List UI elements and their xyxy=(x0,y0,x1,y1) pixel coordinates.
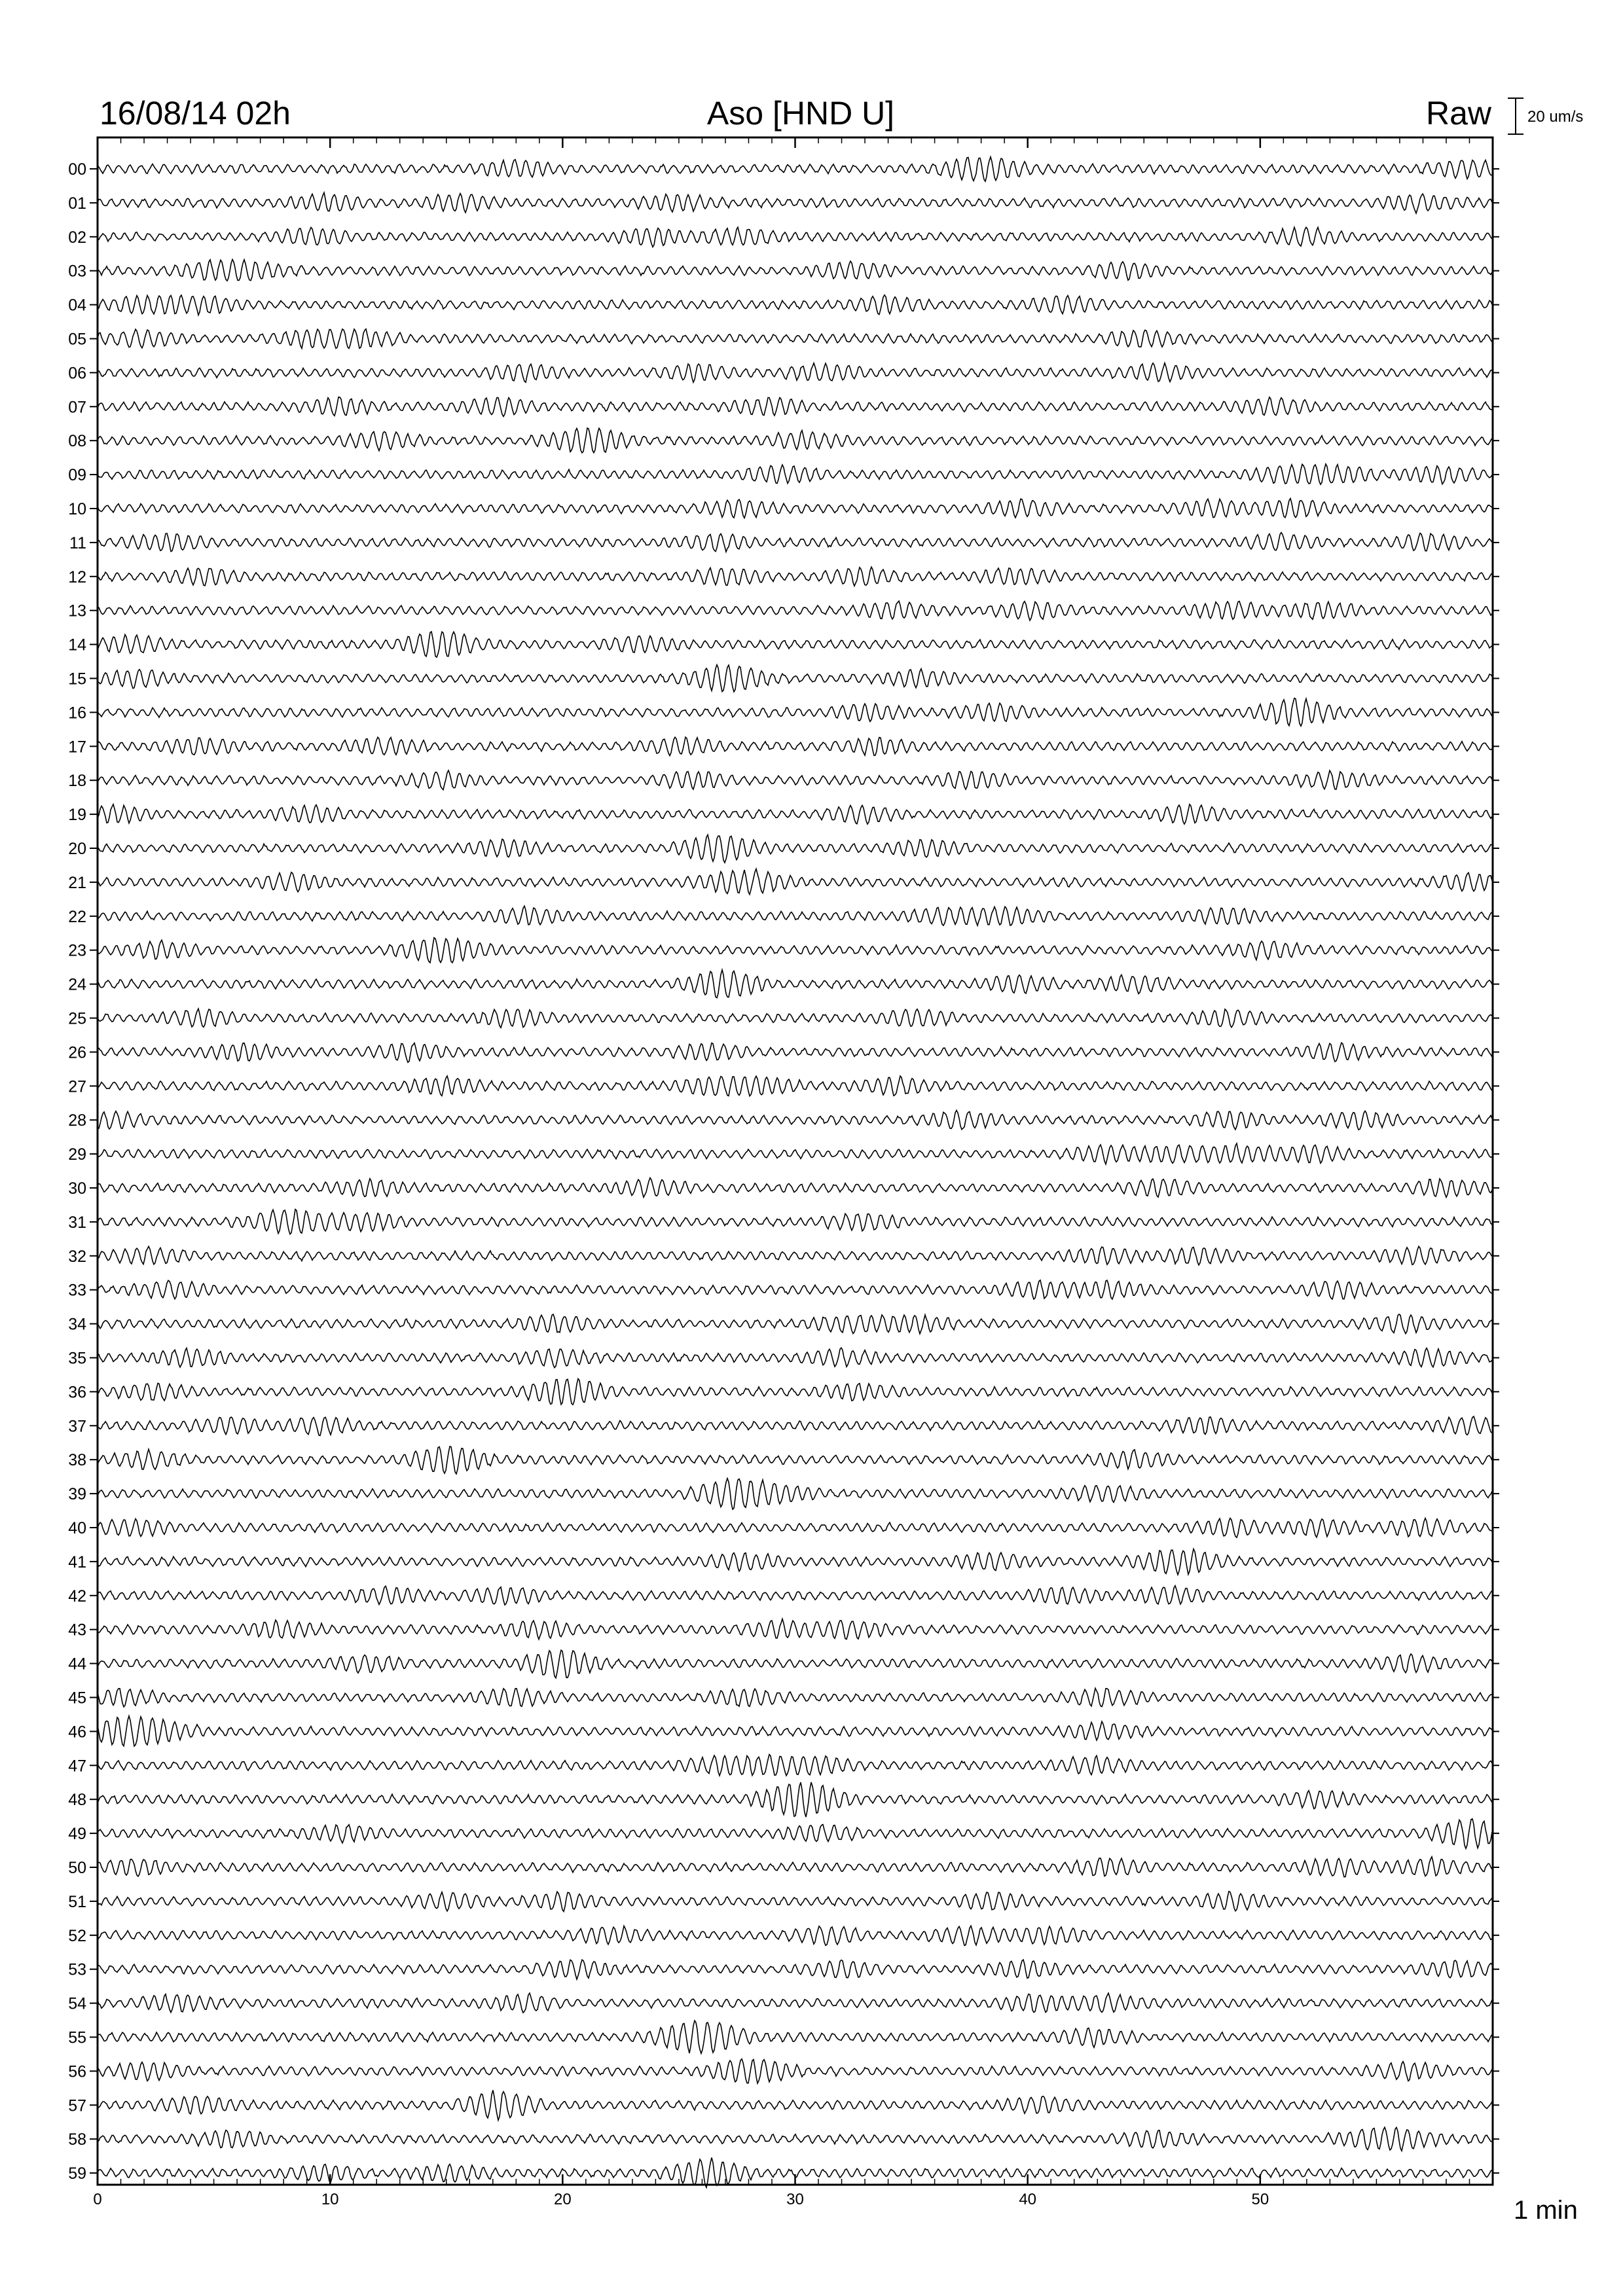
row-label: 41 xyxy=(68,1552,86,1571)
trace-line xyxy=(98,869,1492,895)
row-label: 27 xyxy=(68,1077,86,1096)
row-label: 36 xyxy=(68,1383,86,1402)
row-label: 23 xyxy=(68,941,86,960)
trace-line xyxy=(98,1111,1492,1130)
row-label: 04 xyxy=(68,296,86,315)
row-label: 03 xyxy=(68,262,86,281)
trace-line xyxy=(98,2127,1492,2151)
trace-line xyxy=(98,834,1492,863)
row-label: 08 xyxy=(68,432,86,451)
trace-line xyxy=(98,1416,1492,1435)
row-label: 54 xyxy=(68,1994,86,2013)
row-label: 29 xyxy=(68,1145,86,1164)
trace-line xyxy=(98,1379,1492,1405)
row-label: 10 xyxy=(68,500,86,518)
row-label: 01 xyxy=(68,194,86,213)
row-label: 40 xyxy=(68,1519,86,1537)
x-tick-label: 0 xyxy=(93,2191,102,2208)
row-label: 53 xyxy=(68,1960,86,1979)
row-label: 28 xyxy=(68,1111,86,1130)
trace-line xyxy=(98,192,1492,213)
row-label: 26 xyxy=(68,1043,86,1062)
row-label: 24 xyxy=(68,975,86,994)
trace-line xyxy=(98,804,1492,824)
row-label: 47 xyxy=(68,1757,86,1776)
x-tick-label: 50 xyxy=(1251,2191,1269,2208)
trace-line xyxy=(98,567,1492,586)
x-tick-label: 10 xyxy=(321,2191,339,2208)
trace-line xyxy=(98,499,1492,518)
row-label: 22 xyxy=(68,907,86,926)
row-label: 48 xyxy=(68,1791,86,1810)
trace-line xyxy=(98,1993,1492,2013)
row-label: 12 xyxy=(68,567,86,586)
row-label: 34 xyxy=(68,1315,86,1334)
trace-line xyxy=(98,1650,1492,1677)
row-label: 45 xyxy=(68,1689,86,1708)
row-label: 13 xyxy=(68,601,86,620)
row-label: 02 xyxy=(68,228,86,247)
row-label: 52 xyxy=(68,1926,86,1945)
row-label: 11 xyxy=(69,533,86,552)
row-label: 31 xyxy=(68,1213,86,1232)
row-label: 55 xyxy=(68,2028,86,2047)
x-tick-label: 30 xyxy=(786,2191,804,2208)
trace-line xyxy=(98,2059,1492,2083)
trace-line xyxy=(98,1518,1492,1538)
row-label: 32 xyxy=(68,1247,86,1266)
x-axis-label: 1 min xyxy=(1514,2196,1578,2225)
chart-title-datetime: 16/08/14 02h xyxy=(100,95,291,132)
row-label: 06 xyxy=(68,364,86,383)
trace-line xyxy=(98,464,1492,484)
trace-line xyxy=(98,1280,1492,1299)
row-label: 05 xyxy=(68,330,86,349)
trace-line xyxy=(98,295,1492,315)
x-tick-label: 40 xyxy=(1019,2191,1037,2208)
trace-line xyxy=(98,1960,1492,1979)
trace-line xyxy=(98,1755,1492,1776)
row-label: 17 xyxy=(68,738,86,757)
row-label: 09 xyxy=(68,466,86,485)
trace-line xyxy=(98,906,1492,925)
row-label: 35 xyxy=(68,1349,86,1368)
trace-line xyxy=(98,428,1492,453)
row-label: 50 xyxy=(68,1859,86,1877)
row-label: 07 xyxy=(68,398,86,417)
trace-line xyxy=(98,1446,1492,1474)
row-label: 20 xyxy=(68,840,86,858)
row-label: 30 xyxy=(68,1179,86,1198)
trace-line xyxy=(98,1076,1492,1096)
trace-line xyxy=(98,533,1492,552)
row-label: 46 xyxy=(68,1723,86,1742)
trace-line xyxy=(98,2090,1492,2121)
trace-line xyxy=(98,2020,1492,2053)
trace-line xyxy=(98,1819,1492,1848)
chart-title-mode: Raw xyxy=(1425,95,1491,132)
trace-line xyxy=(98,157,1492,181)
trace-line xyxy=(98,938,1492,963)
chart-title-station: Aso [HND U] xyxy=(706,95,895,132)
trace-line xyxy=(98,1178,1492,1198)
row-label: 49 xyxy=(68,1825,86,1844)
trace-line xyxy=(98,698,1492,726)
trace-line xyxy=(98,737,1492,755)
row-label: 59 xyxy=(68,2164,86,2183)
row-label: 25 xyxy=(68,1009,86,1028)
row-label: 16 xyxy=(68,704,86,723)
row-label: 51 xyxy=(68,1892,86,1911)
trace-line xyxy=(98,329,1492,349)
row-label: 57 xyxy=(68,2096,86,2115)
trace-line xyxy=(98,397,1492,417)
row-label: 56 xyxy=(68,2062,86,2081)
trace-line xyxy=(98,1549,1492,1575)
trace-line xyxy=(98,1210,1492,1234)
trace-group xyxy=(90,157,1499,2188)
trace-line xyxy=(98,1348,1492,1367)
trace-line xyxy=(98,1689,1492,1707)
row-label: 43 xyxy=(68,1621,86,1640)
trace-line xyxy=(98,1009,1492,1028)
trace-line xyxy=(98,1586,1492,1605)
trace-line xyxy=(98,632,1492,657)
row-label: 44 xyxy=(68,1655,86,1674)
row-label: 00 xyxy=(68,160,86,179)
trace-line xyxy=(98,1857,1492,1877)
trace-line xyxy=(98,1246,1492,1265)
trace-line xyxy=(98,363,1492,383)
row-label: 33 xyxy=(68,1281,86,1300)
row-label: 58 xyxy=(68,2130,86,2149)
trace-line xyxy=(98,601,1492,620)
trace-line xyxy=(98,1782,1492,1817)
row-label: 18 xyxy=(68,772,86,791)
row-label: 42 xyxy=(68,1587,86,1605)
trace-line xyxy=(98,970,1492,998)
trace-line xyxy=(98,1892,1492,1912)
trace-line xyxy=(98,259,1492,281)
trace-line xyxy=(98,1143,1492,1164)
row-label: 39 xyxy=(68,1485,86,1504)
trace-line xyxy=(98,1314,1492,1334)
trace-line xyxy=(98,1716,1492,1746)
row-label: 19 xyxy=(68,806,86,825)
row-label: 14 xyxy=(68,636,86,655)
row-label: 15 xyxy=(68,670,86,689)
trace-line xyxy=(98,1043,1492,1062)
scale-bar-label: 20 um/s xyxy=(1527,108,1584,126)
trace-line xyxy=(98,770,1492,790)
row-label: 21 xyxy=(68,873,86,892)
trace-line xyxy=(98,1479,1492,1509)
trace-line xyxy=(98,665,1492,692)
x-tick-label: 20 xyxy=(553,2191,572,2208)
row-label: 38 xyxy=(68,1451,86,1470)
scale-bar xyxy=(1508,98,1583,134)
row-label: 37 xyxy=(68,1417,86,1436)
trace-line xyxy=(98,1926,1492,1945)
trace-line xyxy=(98,227,1492,247)
row-label-group xyxy=(68,160,86,2183)
trace-line xyxy=(98,1619,1492,1640)
